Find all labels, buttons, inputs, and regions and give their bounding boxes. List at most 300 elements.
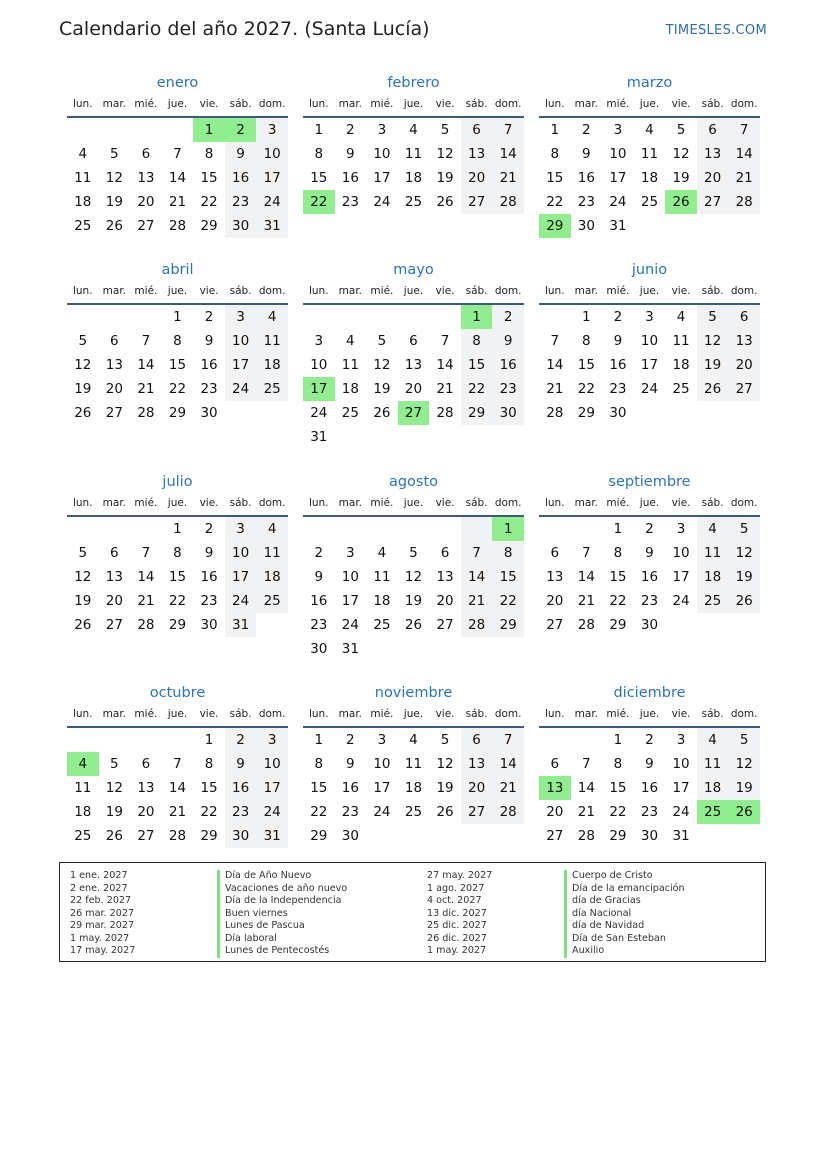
day-cell: 25: [640, 194, 659, 210]
legend-date: 17 may. 2027: [70, 945, 136, 956]
weekday-label: sáb.: [465, 98, 488, 110]
day-cell: 25: [256, 589, 288, 613]
weekday-label: dom.: [494, 98, 522, 110]
day-cell: 13: [697, 142, 729, 166]
day-cell: 1: [550, 122, 560, 138]
week-row: [539, 589, 760, 613]
weekday-label: mar.: [102, 285, 127, 297]
day-cell: 20: [546, 804, 564, 820]
day-cell: 12: [672, 146, 690, 162]
week-row: [303, 377, 524, 401]
month-name: enero: [156, 75, 199, 91]
holiday-legend: [59, 862, 766, 962]
month-name: septiembre: [608, 474, 691, 490]
day-cell: 30: [640, 828, 659, 844]
day-cell: 17: [341, 593, 359, 609]
day-cell: 6: [728, 305, 760, 329]
day-cell: 6: [141, 756, 151, 772]
empty-cell: [634, 401, 666, 425]
day-cell: 25: [404, 804, 423, 820]
empty-cell: [728, 401, 760, 425]
day-cell: 8: [461, 329, 493, 353]
day-cell: 20: [436, 593, 454, 609]
month-octubre: [67, 682, 288, 848]
holiday-day-cell: 25: [697, 800, 729, 824]
day-cell: 2: [645, 732, 654, 748]
day-cell: 3: [676, 521, 686, 537]
month-agosto: [303, 471, 524, 661]
day-cell: 4: [377, 545, 387, 561]
day-cell: 23: [341, 804, 359, 820]
day-cell: 27: [137, 828, 155, 844]
day-cell: 26: [436, 194, 454, 210]
legend-date: 1 may. 2027: [70, 932, 130, 944]
week-row: [67, 541, 288, 565]
legend-dates-right: [427, 870, 492, 958]
day-cell: 16: [640, 569, 659, 585]
weekday-label: mar.: [338, 497, 363, 509]
empty-cell: [162, 118, 194, 142]
day-cell: 13: [461, 752, 493, 776]
legend-date: 2 ene. 2027: [70, 882, 128, 894]
day-cell: 31: [341, 641, 359, 657]
day-cell: 29: [609, 828, 627, 844]
week-row: [67, 377, 288, 401]
day-cell: 9: [582, 146, 591, 162]
weekday-header: [67, 493, 288, 517]
day-cell: 12: [697, 329, 729, 353]
day-cell: 14: [492, 142, 524, 166]
day-cell: 11: [373, 569, 391, 585]
day-cell: 24: [640, 381, 659, 397]
day-cell: 28: [137, 405, 155, 421]
weekday-header: [303, 94, 524, 118]
day-cell: 13: [137, 780, 155, 796]
weekday-label: sáb.: [701, 285, 724, 297]
weekday-label: mié.: [370, 497, 394, 509]
empty-cell: [539, 728, 571, 752]
weekday-label: vie.: [671, 497, 691, 509]
weekday-label: mar.: [338, 98, 363, 110]
day-cell: 28: [461, 613, 493, 637]
day-cell: 24: [310, 405, 328, 421]
day-cell: 12: [436, 756, 454, 772]
month-junio: [539, 259, 760, 425]
weekday-header: [539, 493, 760, 517]
day-cell: 10: [225, 541, 257, 565]
week-row: [539, 190, 760, 214]
weekday-label: mié.: [606, 285, 630, 297]
empty-cell: [303, 305, 335, 329]
day-cell: 11: [697, 541, 729, 565]
day-cell: 17: [225, 565, 257, 589]
legend-holiday-name: Día de San Esteban: [564, 933, 685, 946]
weekday-label: mié.: [606, 708, 630, 720]
day-cell: 28: [492, 800, 524, 824]
legend-holiday-name: Auxilio: [564, 945, 685, 958]
day-cell: 7: [550, 333, 560, 349]
day-cell: 20: [728, 353, 760, 377]
legend-date: 26 dic. 2027: [427, 932, 487, 944]
empty-cell: [429, 305, 461, 329]
holiday-day-cell: 1: [461, 305, 493, 329]
day-cell: 6: [110, 333, 119, 349]
day-cell: 10: [640, 333, 659, 349]
day-cell: 18: [697, 565, 729, 589]
day-cell: 4: [256, 305, 288, 329]
day-cell: 2: [492, 305, 524, 329]
day-cell: 22: [609, 804, 627, 820]
holiday-day-cell: 1: [492, 517, 524, 541]
empty-cell: [461, 824, 493, 848]
day-cell: 5: [110, 756, 119, 772]
day-cell: 22: [492, 589, 524, 613]
weekday-label: jue.: [167, 98, 188, 110]
week-row: [539, 401, 760, 425]
day-cell: 18: [256, 353, 288, 377]
day-cell: 28: [436, 405, 454, 421]
legend-date: 25 dic. 2027: [427, 920, 487, 931]
day-cell: 6: [409, 333, 418, 349]
weekday-label: vie.: [671, 285, 691, 297]
legend-date: 1 ene. 2027: [70, 870, 128, 881]
day-cell: 10: [609, 146, 627, 162]
day-cell: 17: [373, 780, 391, 796]
day-cell: 19: [105, 194, 123, 210]
day-cell: 15: [168, 357, 187, 373]
day-cell: 27: [546, 828, 564, 844]
day-cell: 11: [256, 329, 288, 353]
day-cell: 18: [672, 357, 690, 373]
legend-date: 27 may. 2027: [427, 870, 493, 881]
day-cell: 23: [640, 804, 659, 820]
day-cell: 5: [676, 122, 686, 138]
weekday-label: lun.: [308, 98, 329, 110]
day-cell: 8: [613, 545, 623, 561]
day-cell: 8: [613, 756, 623, 772]
day-cell: 14: [137, 357, 155, 373]
day-cell: 2: [204, 521, 214, 537]
day-cell: 7: [141, 333, 151, 349]
day-cell: 3: [645, 309, 654, 325]
week-row: [539, 565, 760, 589]
weekday-label: lun.: [544, 285, 565, 297]
weekday-header: [303, 704, 524, 728]
day-cell: 21: [546, 381, 564, 397]
day-cell: 24: [672, 593, 690, 609]
day-cell: 5: [440, 122, 450, 138]
weekday-header: [67, 94, 288, 118]
day-cell: 22: [546, 194, 564, 210]
empty-cell: [366, 305, 398, 329]
week-row: [67, 305, 288, 329]
month-julio: [67, 471, 288, 637]
day-cell: 10: [225, 329, 257, 353]
empty-cell: [366, 824, 398, 848]
weekday-label: dom.: [494, 285, 522, 297]
day-cell: 13: [105, 569, 123, 585]
day-cell: 24: [256, 190, 288, 214]
weekday-header: [303, 493, 524, 517]
day-cell: 9: [645, 545, 654, 561]
weekday-label: sáb.: [701, 497, 724, 509]
day-cell: 4: [78, 146, 88, 162]
month-diciembre: [539, 682, 760, 848]
day-cell: 20: [105, 593, 123, 609]
day-cell: 7: [582, 545, 591, 561]
day-cell: 8: [582, 333, 591, 349]
day-cell: 21: [728, 166, 760, 190]
day-cell: 9: [346, 146, 355, 162]
empty-cell: [99, 728, 131, 752]
day-cell: 27: [137, 218, 155, 234]
weekday-header: [539, 94, 760, 118]
weekday-label: jue.: [639, 708, 660, 720]
day-cell: 15: [609, 569, 627, 585]
day-cell: 9: [645, 756, 654, 772]
legend-holiday-name: día Nacional: [564, 908, 685, 921]
month-name: diciembre: [613, 685, 686, 701]
day-cell: 14: [461, 565, 493, 589]
empty-cell: [728, 214, 760, 238]
week-row: [67, 565, 288, 589]
legend-dates-left: [70, 870, 135, 958]
weekday-label: vie.: [199, 708, 219, 720]
day-cell: 20: [546, 593, 564, 609]
day-cell: 19: [697, 353, 729, 377]
day-cell: 21: [461, 589, 493, 613]
day-cell: 8: [492, 541, 524, 565]
weekday-label: jue.: [639, 98, 660, 110]
day-cell: 25: [373, 617, 391, 633]
day-cell: 20: [697, 166, 729, 190]
day-cell: 19: [672, 170, 690, 186]
day-cell: 29: [200, 218, 218, 234]
empty-cell: [67, 517, 99, 541]
holiday-day-cell: 26: [665, 190, 697, 214]
day-cell: 22: [577, 381, 595, 397]
weekday-label: dom.: [494, 497, 522, 509]
day-cell: 13: [404, 357, 423, 373]
empty-cell: [398, 425, 430, 449]
week-row: [67, 752, 288, 776]
empty-cell: [665, 214, 697, 238]
weekday-label: lun.: [72, 708, 93, 720]
empty-cell: [99, 517, 131, 541]
holiday-day-cell: 17: [303, 377, 335, 401]
day-cell: 18: [404, 170, 423, 186]
weekday-label: lun.: [72, 98, 93, 110]
day-cell: 12: [105, 780, 123, 796]
day-cell: 11: [341, 357, 359, 373]
day-cell: 12: [436, 146, 454, 162]
day-cell: 5: [377, 333, 387, 349]
week-row: [67, 517, 288, 541]
weekday-label: vie.: [435, 497, 455, 509]
weekday-label: vie.: [435, 98, 455, 110]
day-cell: 11: [697, 752, 729, 776]
empty-cell: [398, 517, 430, 541]
day-cell: 24: [672, 804, 690, 820]
day-cell: 19: [436, 170, 454, 186]
day-cell: 22: [200, 804, 218, 820]
day-cell: 21: [168, 194, 187, 210]
empty-cell: [130, 118, 162, 142]
day-cell: 7: [440, 333, 450, 349]
day-cell: 12: [105, 170, 123, 186]
empty-cell: [99, 305, 131, 329]
day-cell: 12: [728, 541, 760, 565]
week-row: [67, 728, 288, 752]
weekday-label: sáb.: [701, 98, 724, 110]
day-cell: 7: [173, 756, 182, 772]
legend-holiday-name: Lunes de Pascua: [217, 920, 347, 933]
day-cell: 22: [168, 381, 187, 397]
day-cell: 15: [310, 780, 328, 796]
day-cell: 7: [461, 541, 493, 565]
month-name: abril: [161, 262, 194, 278]
week-row: [539, 728, 760, 752]
day-cell: 27: [461, 190, 493, 214]
day-cell: 3: [225, 305, 257, 329]
day-cell: 17: [225, 353, 257, 377]
day-cell: 18: [74, 804, 92, 820]
day-cell: 17: [256, 166, 288, 190]
empty-cell: [697, 401, 729, 425]
day-cell: 18: [404, 780, 423, 796]
empty-cell: [492, 425, 524, 449]
day-cell: 21: [577, 804, 595, 820]
day-cell: 18: [256, 565, 288, 589]
empty-cell: [67, 305, 99, 329]
weekday-label: sáb.: [229, 497, 252, 509]
day-cell: 10: [310, 357, 328, 373]
weekday-label: jue.: [403, 98, 424, 110]
day-cell: 18: [697, 776, 729, 800]
day-cell: 14: [168, 170, 187, 186]
day-cell: 28: [492, 190, 524, 214]
day-cell: 16: [577, 170, 595, 186]
day-cell: 18: [373, 593, 391, 609]
day-cell: 30: [577, 218, 595, 234]
week-row: [303, 166, 524, 190]
weekday-label: jue.: [167, 708, 188, 720]
day-cell: 14: [137, 569, 155, 585]
day-cell: 15: [461, 353, 493, 377]
empty-cell: [303, 517, 335, 541]
empty-cell: [429, 824, 461, 848]
day-cell: 1: [314, 122, 324, 138]
holiday-day-cell: 27: [398, 401, 430, 425]
day-cell: 6: [141, 146, 151, 162]
day-cell: 15: [609, 780, 627, 796]
day-cell: 10: [672, 756, 690, 772]
week-row: [67, 190, 288, 214]
day-cell: 1: [173, 309, 182, 325]
day-cell: 7: [728, 118, 760, 142]
day-cell: 14: [492, 752, 524, 776]
week-row: [303, 517, 524, 541]
empty-cell: [697, 214, 729, 238]
legend-holiday-name: Día laboral: [217, 933, 347, 946]
day-cell: 10: [256, 752, 288, 776]
day-cell: 31: [310, 429, 328, 445]
day-cell: 28: [168, 828, 187, 844]
weekday-label: sáb.: [229, 285, 252, 297]
day-cell: 3: [256, 728, 288, 752]
day-cell: 15: [546, 170, 564, 186]
day-cell: 27: [436, 617, 454, 633]
day-cell: 5: [110, 146, 119, 162]
day-cell: 9: [225, 752, 257, 776]
legend-holiday-name: Día de la emancipación: [564, 883, 685, 896]
day-cell: 28: [577, 617, 595, 633]
site-link[interactable]: TIMESLES.COM: [665, 23, 767, 38]
day-cell: 21: [492, 166, 524, 190]
day-cell: 15: [492, 565, 524, 589]
day-cell: 28: [137, 617, 155, 633]
legend-holiday-name: Día de la Independencia: [217, 895, 347, 908]
weekday-label: mar.: [574, 98, 599, 110]
day-cell: 21: [577, 593, 595, 609]
day-cell: 19: [728, 776, 760, 800]
day-cell: 4: [346, 333, 355, 349]
legend-names-right: [564, 870, 685, 958]
day-cell: 9: [225, 142, 257, 166]
day-cell: 6: [461, 118, 493, 142]
week-row: [303, 425, 524, 449]
month-name: julio: [162, 474, 193, 490]
month-enero: [67, 72, 288, 238]
day-cell: 15: [310, 170, 328, 186]
day-cell: 4: [256, 517, 288, 541]
day-cell: 16: [200, 569, 218, 585]
day-cell: 11: [256, 541, 288, 565]
day-cell: 8: [314, 756, 324, 772]
day-cell: 9: [613, 333, 623, 349]
day-cell: 25: [672, 381, 690, 397]
day-cell: 5: [78, 333, 88, 349]
day-cell: 21: [137, 381, 155, 397]
day-cell: 5: [728, 517, 760, 541]
day-cell: 8: [204, 756, 214, 772]
day-cell: 6: [550, 756, 560, 772]
week-row: [303, 800, 524, 824]
day-cell: 23: [577, 194, 595, 210]
week-row: [303, 589, 524, 613]
empty-cell: [571, 517, 603, 541]
day-cell: 29: [492, 613, 524, 637]
week-row: [303, 613, 524, 637]
empty-cell: [728, 824, 760, 848]
day-cell: 11: [404, 756, 423, 772]
day-cell: 2: [645, 521, 654, 537]
day-cell: 19: [105, 804, 123, 820]
day-cell: 21: [137, 593, 155, 609]
day-cell: 1: [314, 732, 324, 748]
legend-date: 1 may. 2027: [427, 945, 487, 956]
day-cell: 28: [577, 828, 595, 844]
day-cell: 1: [204, 732, 214, 748]
week-row: [303, 118, 524, 142]
day-cell: 17: [672, 780, 690, 796]
empty-cell: [366, 637, 398, 661]
empty-cell: [461, 637, 493, 661]
weekday-label: mié.: [370, 708, 394, 720]
day-cell: 18: [341, 381, 359, 397]
day-cell: 1: [173, 521, 182, 537]
holiday-day-cell: 26: [728, 800, 760, 824]
